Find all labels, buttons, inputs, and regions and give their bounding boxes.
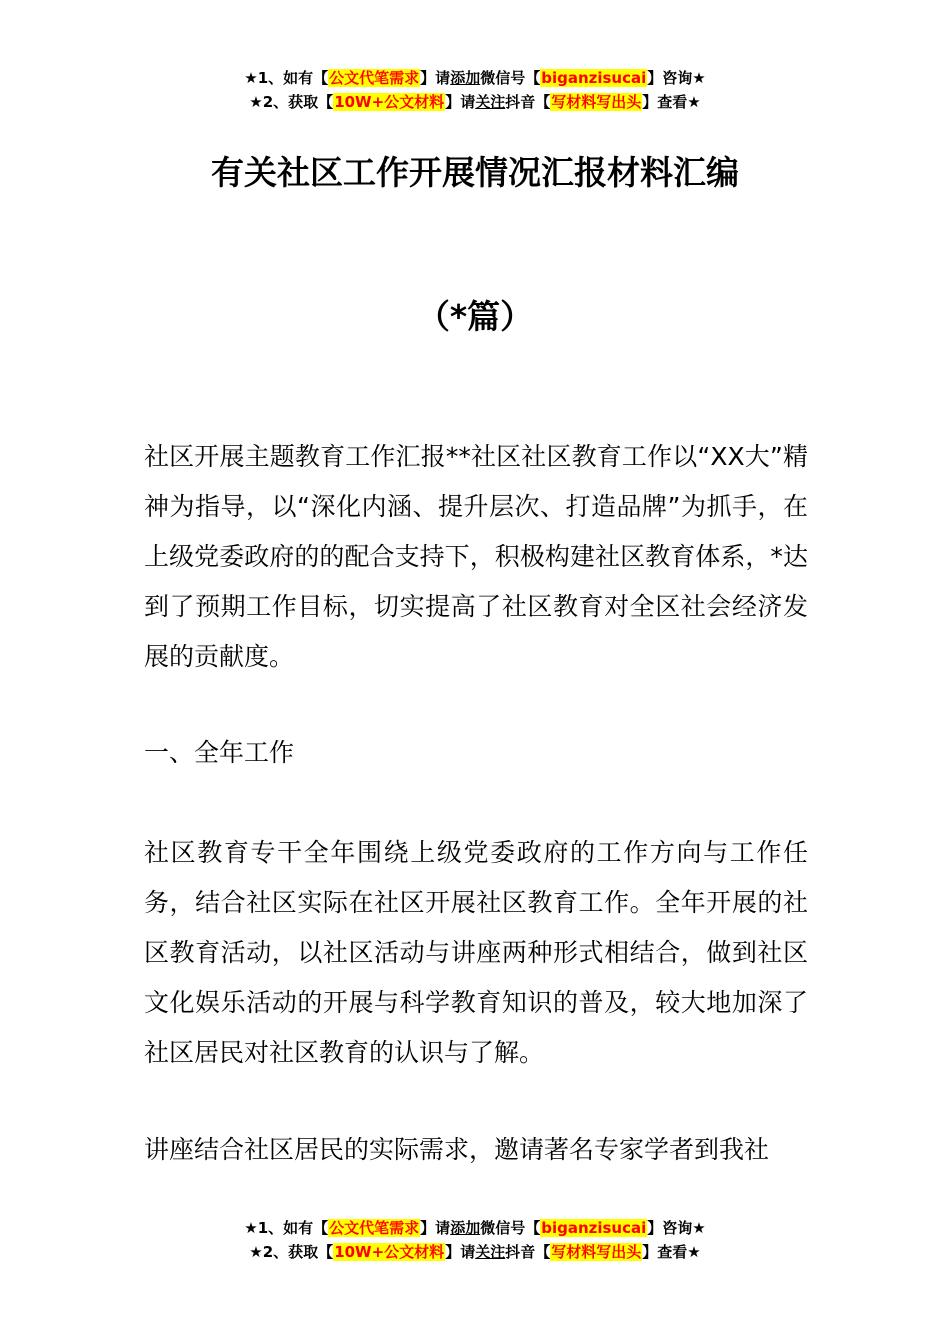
document-subtitle: （*篇） <box>416 297 534 336</box>
highlight-douyin-account: 写材料写出头 <box>551 1243 642 1261</box>
paragraph-intro: 社区开展主题教育工作汇报**社区社区教育工作以“XX大”精神为指导，以“深化内涵、提升层次、打造品牌”为抓手，在上级党委政府的的配合支持下，积极构建社区教育体系，*达到了预期工作目标，切实提高了社区教育对全区社会经济发展的贡献度。 <box>144 442 808 671</box>
promo-banner-top <box>0 66 950 114</box>
highlight-materials: 10W+公文材料 <box>334 93 445 111</box>
promo-banner-bottom <box>0 1216 950 1264</box>
paragraph-lectures: 讲座结合社区居民的实际需求，邀请著名专家学者到我社 <box>144 1135 770 1164</box>
highlight-service: 公文代笔需求 <box>329 1219 420 1237</box>
promo-line-2: ★2、获取【10W+公文材料】请关注抖音【写材料写出头】查看★ <box>249 1243 701 1261</box>
promo-line-1: ★1、如有【公文代笔需求】请添加微信号【biganzisucai】咨询★ <box>244 1219 706 1237</box>
promo-line-1: ★1、如有【公文代笔需求】请添加微信号【biganzisucai】咨询★ <box>244 69 706 87</box>
highlight-wechat-id: biganzisucai <box>541 69 647 87</box>
highlight-douyin-account: 写材料写出头 <box>551 93 642 111</box>
paragraph-annual-work: 社区教育专干全年围绕上级党委政府的工作方向与工作任务，结合社区实际在社区开展社区教育工作。全年开展的社区教育活动，以社区活动与讲座两种形式相结合，做到社区文化娱乐活动的开展与科学教育知识的普及，较大地加深了社区居民对社区教育的认识与了解。 <box>144 838 808 1067</box>
highlight-service: 公文代笔需求 <box>329 69 420 87</box>
section-heading: 一、全年工作 <box>144 738 295 767</box>
document-title: 有关社区工作开展情况汇报材料汇编 <box>211 153 739 192</box>
promo-line-2: ★2、获取【10W+公文材料】请关注抖音【写材料写出头】查看★ <box>249 93 701 111</box>
highlight-wechat-id: biganzisucai <box>541 1219 647 1237</box>
highlight-materials: 10W+公文材料 <box>334 1243 445 1261</box>
